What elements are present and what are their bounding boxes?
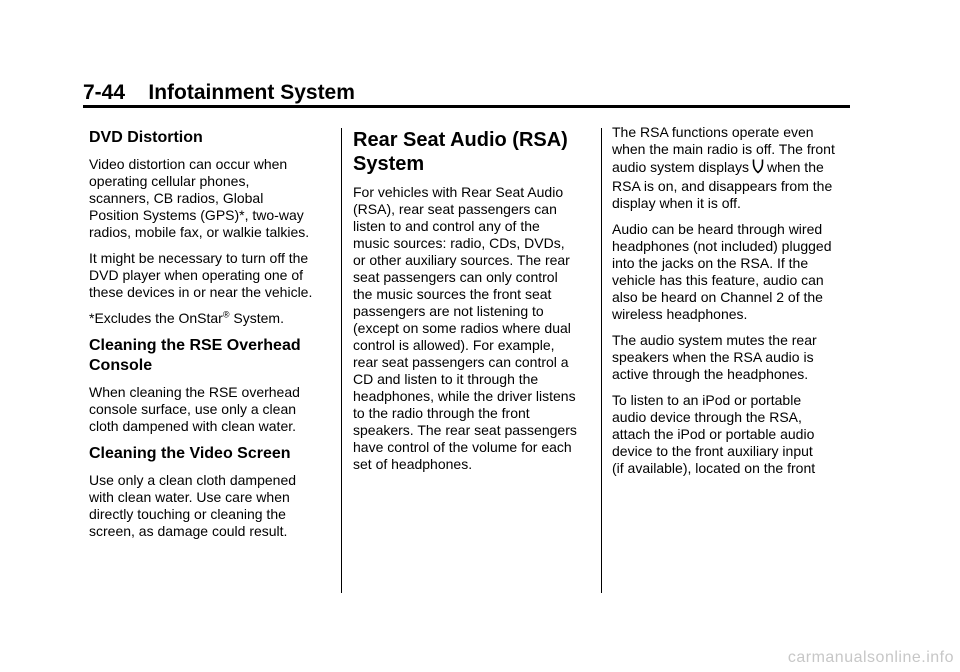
column-divider — [601, 128, 602, 593]
paragraph-cleaning-video-screen: Use only a clean cloth dampened with clean water. Use care when directly touching or cleaning the screen, as damage could result. — [89, 472, 297, 539]
column-2 — [353, 124, 589, 482]
paragraph-rsa-functions: The RSA functions operate even when the main radio is off. The front audio system displays when the RSA is on, and disappears from the display when it is off. — [612, 124, 835, 211]
paragraph-rsa-headphones: Audio can be heard through wired headphones (not included) plugged into the jacks on the RSA. If the vehicle has this feature, audio can also be heard on Channel 2 of the wireless headphones. — [612, 221, 832, 322]
paragraph-dvd-distortion: Video distortion can occur when operating cellular phones, scanners, CB radios, Global Position Systems (GPS)*, two-way radios, mobile fax, or walkie talkies. — [89, 156, 310, 240]
paragraph-rsa-mute: The audio system mutes the rear speakers when the RSA audio is active through the headphones. — [612, 332, 817, 382]
column-1 — [89, 124, 334, 549]
page-header — [83, 80, 850, 106]
paragraph-onstar-note: *Excludes the OnStar® System. — [89, 309, 284, 326]
page-number: 7-44 — [83, 81, 126, 104]
paragraph-cleaning-rse-console: When cleaning the RSE overhead console surface, use only a clean cloth dampened with clean water. — [89, 384, 300, 434]
heading-dvd-distortion: DVD Distortion — [89, 129, 203, 146]
registered-mark: ® — [222, 309, 230, 320]
header-rule — [83, 105, 850, 108]
column-divider — [341, 128, 342, 593]
watermark: carmanualsonline.info — [787, 649, 954, 666]
column-3 — [612, 124, 852, 486]
paragraph-rsa-intro: For vehicles with Rear Seat Audio (RSA), rear seat passengers can listen to and control any of the music sources: radio, CDs, DVDs, or other auxiliary sources. The rear seat passengers can only control the music sources the front seat passengers are not listening to (except on some radios where dual control is allowed). For example, rear seat passengers can control a CD and listen to it through the headphones, while the driver listens to the radio through the front speakers. The rear seat passengers have control of the volume for each set of headphones. — [353, 184, 577, 472]
paragraph-turn-off-dvd: It might be necessary to turn off the DVD player when operating one of these devices in or near the vehicle. — [89, 250, 313, 300]
heading-rear-seat-audio: Rear Seat Audio (RSA) System — [353, 129, 568, 175]
paragraph-rsa-ipod: To listen to an iPod or portable audio device through the RSA, attach the iPod or portable audio device to the front auxiliary input (if available), located on the front — [612, 392, 816, 476]
heading-cleaning-video-screen: Cleaning the Video Screen — [89, 445, 291, 462]
rsa-headphone-icon — [752, 158, 764, 178]
heading-cleaning-rse-console: Cleaning the RSE Overhead Console — [89, 337, 301, 374]
chapter-title: Infotainment System — [148, 81, 355, 104]
